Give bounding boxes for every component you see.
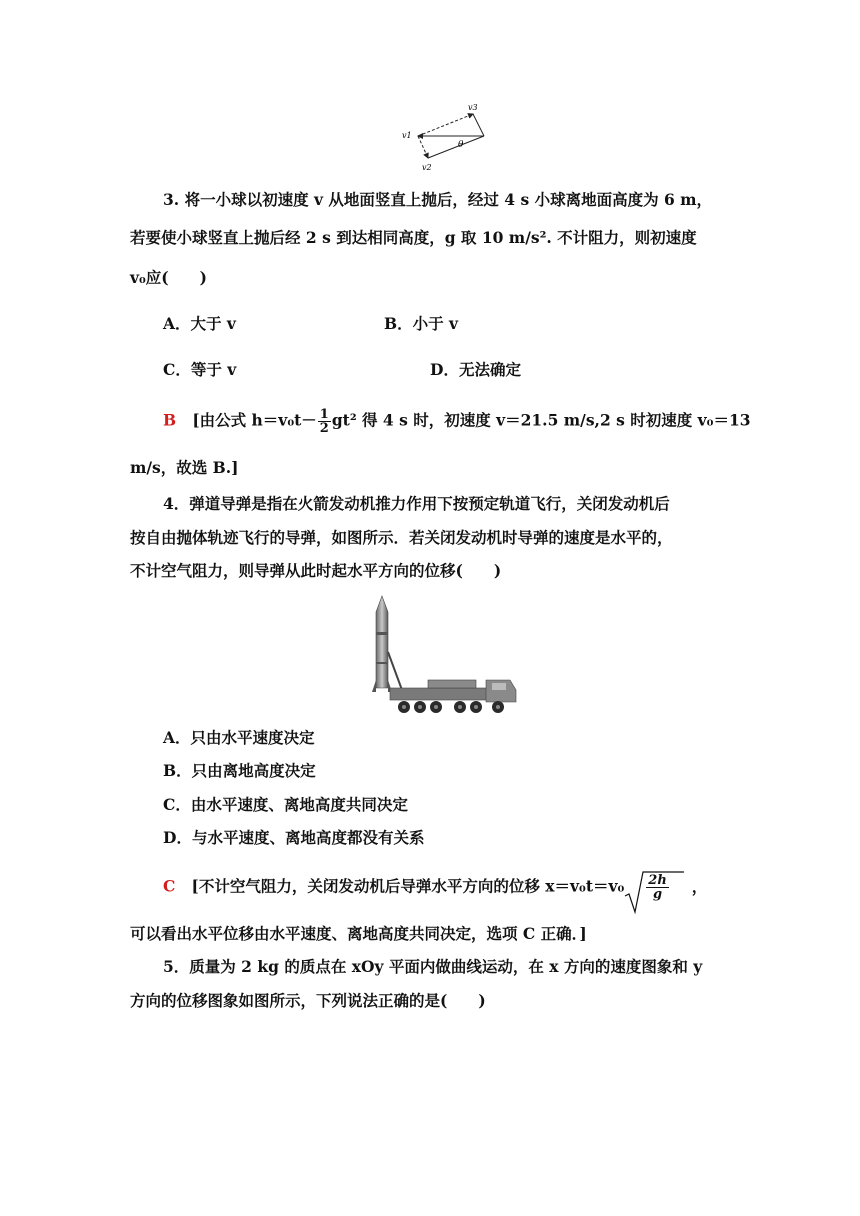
q3-expl-line2: m/s，故选 B.]	[130, 458, 239, 477]
sqrt-den: g	[652, 887, 663, 902]
q4-option-a: A．只由水平速度决定	[163, 728, 315, 747]
q3-line2: 若要使小球竖直上抛后经 2 s 到达相同高度，g 取 10 m/s². 不计阻力，则初速度	[130, 228, 697, 247]
q3-option-c: C．等于 v	[163, 360, 237, 379]
q5-line2: 方向的位移图象如图所示，下列说法正确的是( )	[130, 991, 486, 1010]
frac-den: 2	[319, 421, 329, 436]
q3-option-a: A．大于 v	[163, 314, 236, 333]
label-v2: v2	[422, 163, 432, 172]
q4-expl-line2: 可以看出水平位移由水平速度、离地高度共同决定，选项 C 正确．]	[130, 924, 587, 943]
frac-num: 1	[319, 407, 329, 422]
q3-answer: B	[163, 410, 177, 430]
q4-explanation	[163, 874, 707, 901]
q4-expl-b: ，	[691, 876, 708, 896]
q4-option-b: B．只由离地高度决定	[163, 761, 316, 780]
q3-expl-a: [由公式 h＝v₀t－	[192, 410, 317, 430]
half-fraction	[318, 408, 331, 435]
q5-line1: 5．质量为 2 kg 的质点在 xOy 平面内做曲线运动，在 x 方向的速度图象和 y	[163, 957, 703, 976]
q3-expl-b: gt² 得 4 s 时，初速度 v＝21.5 m/s,2 s 时初速度 v₀＝13	[331, 410, 751, 430]
q3-option-b: B．小于 v	[384, 314, 459, 333]
q3-line3: v₀应( )	[130, 268, 207, 287]
sqrt-expression	[624, 874, 670, 901]
label-theta: θ	[458, 140, 464, 150]
q4-option-d: D．与水平速度、离地高度都没有关系	[163, 828, 425, 847]
q4-line3: 不计空气阻力，则导弹从此时起水平方向的位移( )	[130, 561, 502, 580]
label-v3: v3	[468, 103, 478, 112]
q4-line1: 4．弹道导弹是指在火箭发动机推力作用下按预定轨道飞行，关闭发动机后	[163, 494, 670, 513]
q3-line1: 3. 将一小球以初速度 v 从地面竖直上抛后，经过 4 s 小球离地面高度为 6 m，	[163, 190, 713, 209]
q4-line2: 按自由抛体轨迹飞行的导弹，如图所示．若关闭发动机时导弹的速度是水平的，	[130, 528, 673, 547]
sqrt-num: 2h	[648, 873, 667, 888]
q3-option-d: D．无法确定	[430, 360, 521, 379]
q4-expl-a: [不计空气阻力，关闭发动机后导弹水平方向的位移 x＝v₀t＝v₀	[191, 876, 625, 896]
velocity-vector-diagram	[398, 100, 498, 175]
q3-explanation	[163, 408, 751, 435]
q4-answer: C	[163, 876, 176, 896]
q4-option-c: C．由水平速度、离地高度共同决定	[163, 795, 408, 814]
label-v1: v1	[402, 131, 412, 140]
missile-launcher-image	[368, 592, 520, 718]
